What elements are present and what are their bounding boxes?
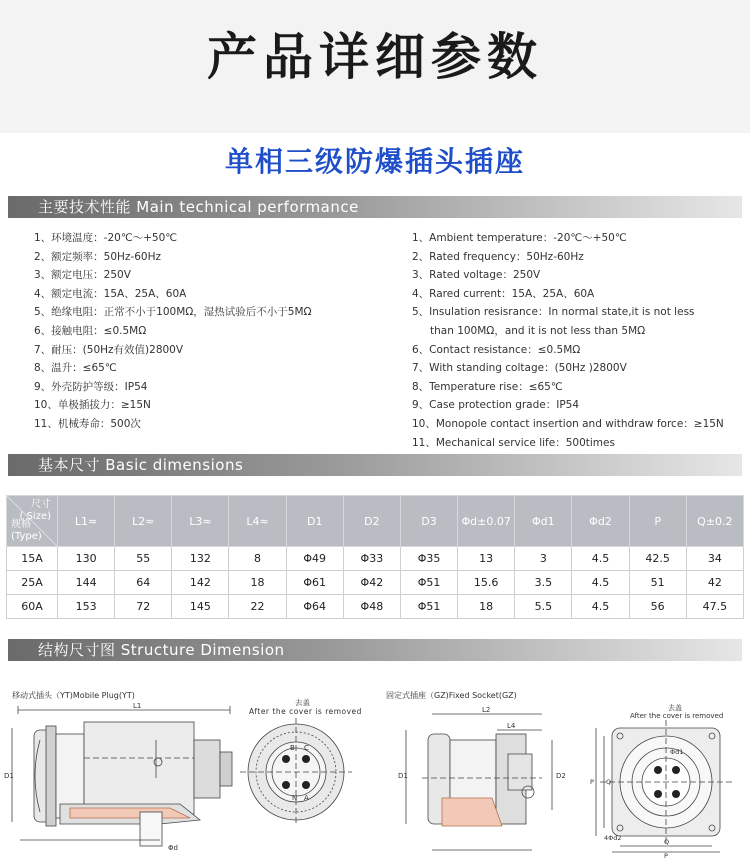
section-bar-structure (8, 639, 742, 661)
table-row (7, 571, 744, 595)
spec-item: 10、单极插拔力：≥15N (34, 399, 151, 412)
table-cell: Φ48 (343, 595, 400, 619)
table-header-cell: Φd±0.07 (458, 496, 515, 547)
socket-cover-cn: 去盖 (668, 704, 682, 712)
table-cell: 4.5 (572, 571, 629, 595)
table-body (7, 547, 744, 619)
spec-item: 1、环境温度：-20℃～+50℃ (34, 232, 178, 244)
table-cell: 3.5 (515, 571, 572, 595)
socket-side-drawing (382, 700, 582, 868)
label-pin-a: A (304, 794, 309, 802)
socket-cover-en: After the cover is removed (630, 712, 724, 720)
section-title-structure: 结构尺寸图 Structure Dimension (38, 641, 285, 659)
table-corner-cell (7, 496, 58, 547)
socket-pin-n (672, 790, 680, 798)
table-cell: 3 (515, 547, 572, 571)
table-cell: 5.5 (515, 595, 572, 619)
table-cell: 18 (229, 571, 286, 595)
dim-phi-d1: Φd1 (670, 748, 684, 756)
table-header-cell: Φd2 (572, 496, 629, 547)
table-cell: Φ42 (343, 571, 400, 595)
spec-item: 7、With standing coltage：(50Hz )2800V (412, 362, 627, 375)
corner-size-en: ( Size) (19, 511, 51, 522)
table-header-cell: L1≈ (58, 496, 115, 547)
table-cell: Φ51 (400, 595, 457, 619)
table-cell: 25A (7, 571, 58, 595)
table-cell: 145 (172, 595, 229, 619)
table-header-cell: L2≈ (115, 496, 172, 547)
socket-caption: 固定式插座（GZ)Fixed Socket(GZ) (386, 691, 517, 700)
dim-d1: D1 (4, 772, 14, 780)
section-title-basic: 基本尺寸 Basic dimensions (38, 456, 244, 474)
section-title-tech: 主要技术性能 Main technical performance (38, 198, 359, 216)
spec-item: than 100MΩ，and it is not less than 5MΩ (430, 324, 646, 337)
table-cell: 60A (7, 595, 58, 619)
table-cell: 64 (115, 571, 172, 595)
spec-item: 6、接触电阻：≤0.5MΩ (34, 324, 147, 337)
table-cell: 15A (7, 547, 58, 571)
spec-item: 1、Ambient temperature：-20℃～+50℃ (412, 232, 627, 244)
table-cell: 142 (172, 571, 229, 595)
table-header-cell: D1 (286, 496, 343, 547)
table-cell: 4.5 (572, 547, 629, 571)
dim-p-bottom: P (664, 852, 668, 858)
socket-front-drawing (590, 718, 750, 858)
table-cell: 42.5 (629, 547, 686, 571)
table-row (7, 595, 744, 619)
table-cell: 153 (58, 595, 115, 619)
spec-item: 11、机械寿命：500次 (34, 417, 141, 430)
table-cell: 56 (629, 595, 686, 619)
hero-banner (0, 0, 750, 133)
table-cell: 51 (629, 571, 686, 595)
section-bar-basic (8, 454, 742, 476)
table-header-cell: P (629, 496, 686, 547)
spec-item: 6、Contact resistance：≤0.5MΩ (412, 343, 581, 356)
plug-caption: 移动式插头（YT)Mobile Plug(YT) (12, 691, 135, 700)
plug-cover-en: After the cover is removed (249, 707, 362, 716)
dim-l1: L1 (133, 702, 142, 710)
page-title: 产品详细参数 (207, 28, 543, 86)
spec-item: 9、Case protection grade：IP54 (412, 399, 580, 412)
spec-item: 5、Insulation resisrance：In normal state,it is not less (412, 306, 695, 319)
spec-item: 4、额定电流：15A、25A、60A (34, 287, 187, 300)
label-pin-c: C (304, 744, 309, 752)
table-cell: 13 (458, 547, 515, 571)
table-header-cell: D2 (343, 496, 400, 547)
table-cell: 4.5 (572, 595, 629, 619)
table-cell: 18 (458, 595, 515, 619)
table-row (7, 547, 744, 571)
pin-b (282, 755, 290, 763)
table-cell: 55 (115, 547, 172, 571)
table-header-row (7, 496, 744, 547)
table-cell: Φ61 (286, 571, 343, 595)
spec-item: 2、额定频率：50Hz-60Hz (34, 250, 162, 263)
spec-item: 5、绝缘电阻：正常不小于100MΩ，湿热试验后不小于5MΩ (34, 306, 312, 319)
dim-p: P (590, 778, 594, 786)
table-cell: 132 (172, 547, 229, 571)
dim-l2: L2 (482, 706, 491, 714)
spec-item: 3、额定电压：250V (34, 269, 131, 282)
dim-d2: D2 (556, 772, 566, 780)
table-cell: 15.6 (458, 571, 515, 595)
table-cell: 144 (58, 571, 115, 595)
spec-item: 4、Rared current：15A、25A、60A (412, 287, 595, 300)
table-header-cell: Φd1 (515, 496, 572, 547)
table-cell: Φ51 (400, 571, 457, 595)
socket-pin-a (654, 790, 662, 798)
dimensions-table (6, 495, 744, 619)
table-header-cell: L4≈ (229, 496, 286, 547)
table-header-cell: Q±0.2 (686, 496, 743, 547)
table-cell: 42 (686, 571, 743, 595)
spec-item: 10、Monopole contact insertion and withdraw force：≥15N (412, 417, 724, 430)
dim-phi-d: Φd (168, 844, 178, 852)
dim-q-bottom: Q (664, 838, 670, 846)
dim-d1-socket: D1 (398, 772, 408, 780)
table-cell: 22 (229, 595, 286, 619)
spec-item: 11、Mechanical service life：500times (412, 436, 615, 449)
corner-type-cn: 规格 (11, 519, 31, 530)
spec-item: 8、Temperature rise：≤65℃ (412, 380, 563, 393)
pin-a (302, 781, 310, 789)
spec-item: 8、温升：≤65℃ (34, 362, 117, 375)
table-cell: Φ35 (400, 547, 457, 571)
table-cell: 34 (686, 547, 743, 571)
table-cell: 8 (229, 547, 286, 571)
spec-list-en (412, 229, 724, 452)
table-cell: 72 (115, 595, 172, 619)
pin-c (302, 755, 310, 763)
socket-pin-c (672, 766, 680, 774)
spec-item: 3、Rated voltage：250V (412, 269, 541, 282)
table-cell: 130 (58, 547, 115, 571)
label-pin-b: B (290, 744, 295, 752)
section-bar-tech (8, 196, 742, 218)
table-cell: Φ33 (343, 547, 400, 571)
corner-type-en: (Type) (11, 531, 42, 542)
dim-l4: L4 (507, 722, 516, 730)
table-cell: 47.5 (686, 595, 743, 619)
socket-pin-b (654, 766, 662, 774)
table-header-cell: D3 (400, 496, 457, 547)
dim-q: Q (606, 778, 612, 786)
plug-front-drawing (240, 712, 360, 832)
dim-phi-d2: 4Φd2 (604, 834, 622, 842)
product-subtitle: 单相三级防爆插头插座 (224, 145, 525, 178)
plug-side-drawing (0, 700, 240, 868)
table-cell: Φ64 (286, 595, 343, 619)
table-header-cell: L3≈ (172, 496, 229, 547)
pin-n (282, 781, 290, 789)
spec-list-cn (34, 229, 312, 434)
plug-cover-cn: 去盖 (295, 698, 310, 707)
spec-item: 7、耐压：(50Hz有效值)2800V (34, 343, 184, 356)
corner-size-cn: 尺寸 (31, 499, 51, 510)
spec-item: 9、外壳防护等级：IP54 (34, 380, 148, 393)
label-pin-n: N (292, 794, 298, 802)
table-cell: Φ49 (286, 547, 343, 571)
spec-item: 2、Rated frequency：50Hz-60Hz (412, 250, 584, 263)
